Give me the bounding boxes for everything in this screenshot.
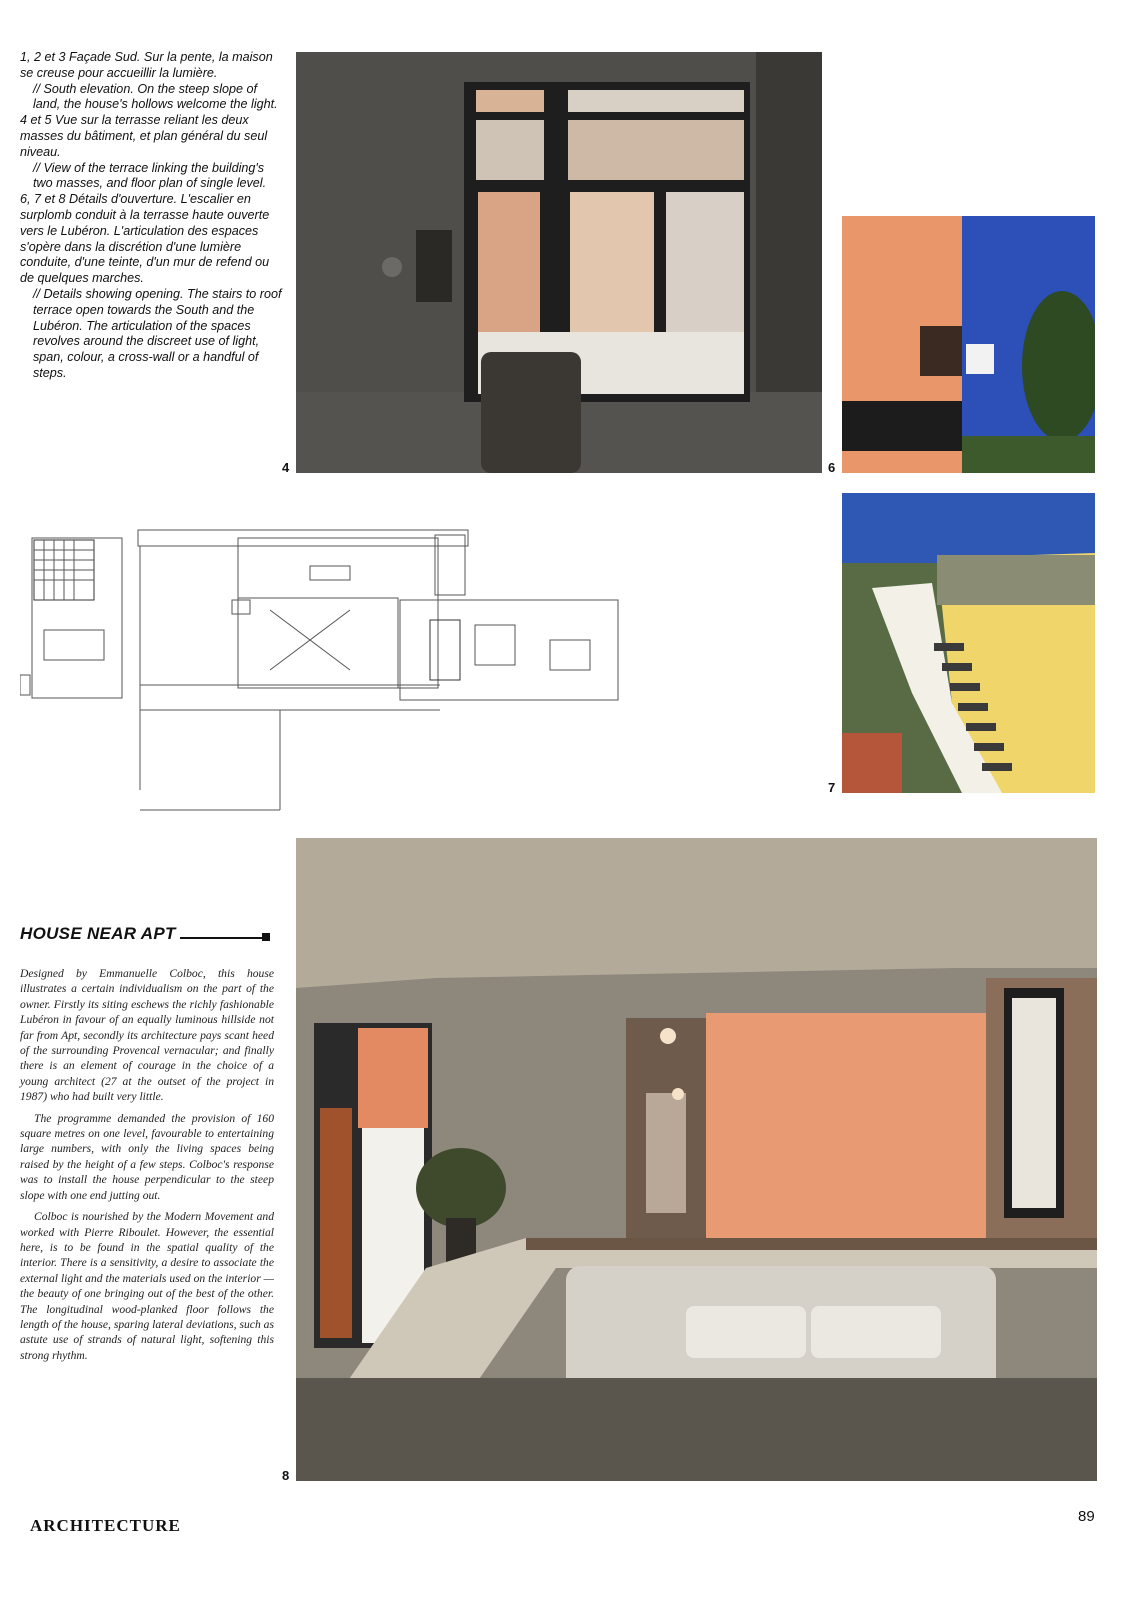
title-rule	[180, 937, 262, 939]
photo-number-8: 8	[282, 1468, 290, 1483]
article-body	[20, 966, 274, 1369]
photo-number-6: 6	[828, 460, 836, 475]
article-paragraph-1: Designed by Emmanuelle Colboc, this house illustrates a certain individualism on the part of the owner. Firstly its siting eschews the richly fashionable Lubéron in favour of an equally luminous hillside not far from Apt, secondly its architecture pays scant heed of the surrounding Provencal vernacular; and finally there is an element of courage in the choice of a young architect (27 at the outset of the project in 1987) who had built very little.	[20, 967, 274, 1104]
title-square-marker	[262, 933, 270, 941]
photo-interior-glazed-doors	[296, 52, 822, 473]
floor-plan-drawing	[20, 490, 620, 820]
photo-living-room-illustration	[296, 838, 1097, 1481]
photo-captions	[20, 50, 282, 382]
article-title: HOUSE NEAR APT	[20, 924, 176, 943]
photo-ochre-wall-opening	[842, 216, 1095, 473]
photo-living-room	[296, 838, 1097, 1481]
caption-number: 6, 7 et 8	[20, 192, 66, 207]
caption-french: Façade Sud. Sur la pente, la maison se creuse pour accueillir la lumière.	[20, 50, 273, 80]
photo-number-4: 4	[282, 460, 290, 475]
magazine-logo: ARCHITECTURE	[30, 1516, 181, 1535]
caption-english: // South elevation. On the steep slope of land, the house's hollows welcome the light.	[33, 81, 278, 112]
photo-stairs-illustration	[842, 493, 1095, 793]
caption-2	[20, 113, 282, 192]
photo-number-7: 7	[828, 780, 836, 795]
article-paragraph-3: Colboc is nourished by the Modern Movement and worked with Pierre Riboulet. However, the essential here, is to be found in the spatial quality of the interior. There is a sensitivity, a desire to associate the external light and the materials used on the interior — the beauty of one bringing out of the best of the other. The longitudinal wood-planked floor follows the length of the house, sparing lateral deviations, such as astute use of strands of natural light, softening this strong rhythm.	[20, 1210, 274, 1362]
caption-1	[20, 50, 282, 113]
photo-interior-illustration	[296, 52, 822, 473]
caption-number: 1, 2 et 3	[20, 50, 66, 64]
article-paragraph-2: The programme demanded the provision of 160 square metres on one level, favourable to entertaining large numbers, with only the living spaces being raised by the height of a few steps. Colboc's response was to install the house perpendicular to the steep slope with one end jutting out.	[20, 1111, 274, 1202]
caption-3	[20, 192, 282, 382]
photo-wall-illustration	[842, 216, 1095, 473]
page-number: 89	[1078, 1508, 1095, 1525]
photo-roof-terrace-stairs	[842, 493, 1095, 793]
caption-english: // View of the terrace linking the building's two masses, and floor plan of single level.	[33, 160, 267, 191]
caption-english: // Details showing opening. The stairs to roof terrace open towards the South and the Lubéron. The articulation of the spaces revolves around the discreet use of light, span, colour, a cross-wall or a handful of steps.	[33, 286, 282, 380]
caption-number: 4 et 5	[20, 113, 52, 128]
caption-french: Vue sur la terrasse reliant les deux masses du bâtiment, et plan général du seul niveau.	[20, 113, 268, 159]
caption-french: Détails d'ouverture. L'escalier en surplomb conduit à la terrasse haute ouverte vers le Lubéron. L'articulation des espaces s'opère dans la discrétion d'une lumière conduite, d'une teinte, d'un mur de refend ou de quelques marches.	[20, 192, 270, 286]
